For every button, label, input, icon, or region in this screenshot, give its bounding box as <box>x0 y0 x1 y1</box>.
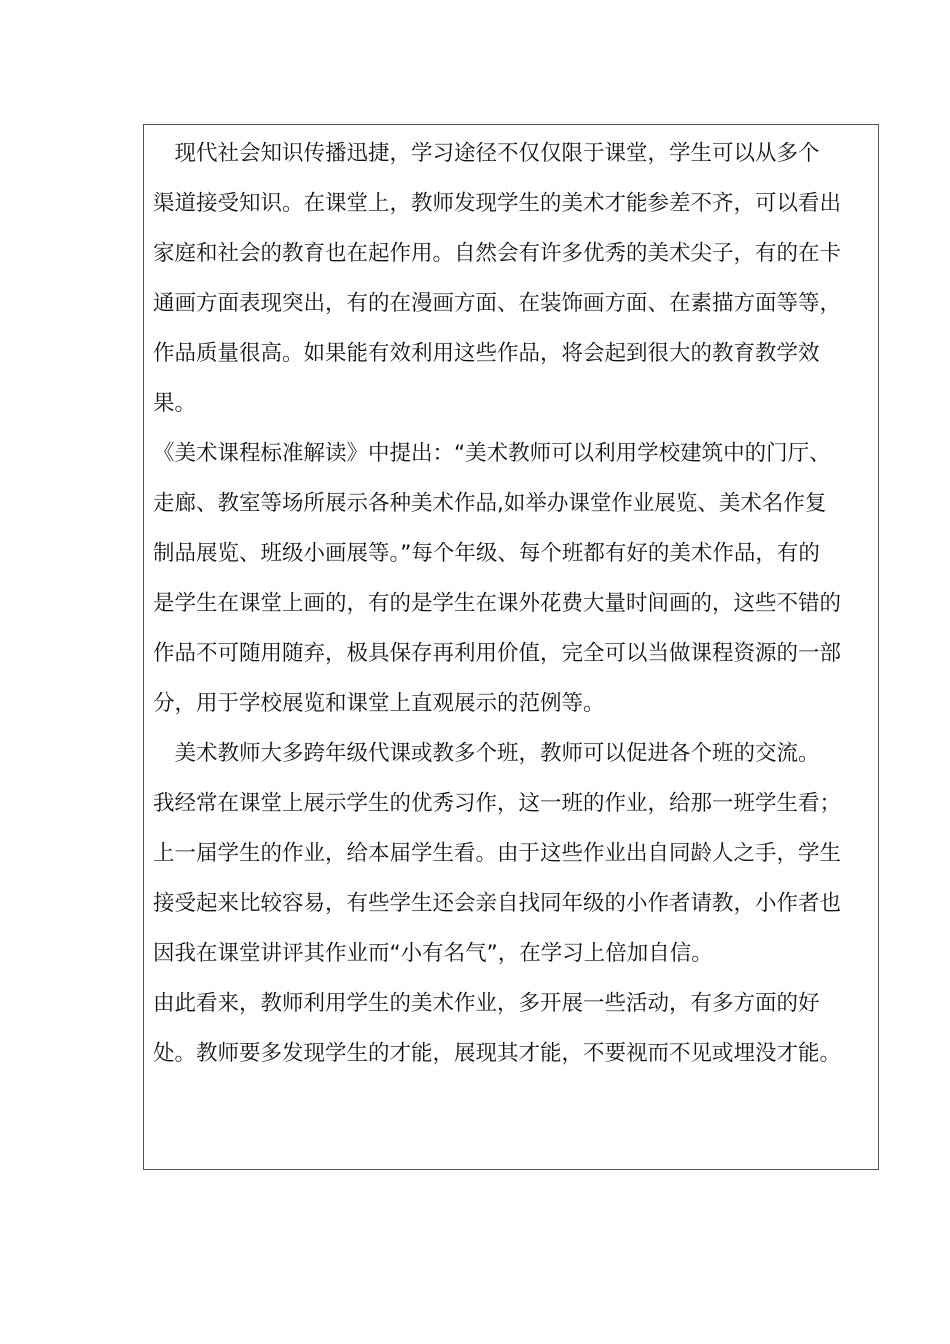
text-line: 现代社会知识传播迅捷，学习途径不仅仅限于课堂，学生可以从多个 <box>153 141 820 166</box>
text-line: 由此看来，教师利用学生的美术作业，多开展一些活动，有多方面的好 <box>153 991 820 1016</box>
text-line: 走廊、教室等场所展示各种美术作品,如举办课堂作业展览、美术名作复 <box>153 491 827 516</box>
text-line: 上一届学生的作业，给本届学生看。由于这些作业出自同龄人之手，学生 <box>153 841 842 866</box>
text-line: 作品质量很高。如果能有效利用这些作品，将会起到很大的教育教学效 <box>153 341 820 366</box>
text-line: 分，用于学校展览和课堂上直观展示的范例等。 <box>153 691 605 716</box>
text-line: 通画方面表现突出，有的在漫画方面、在装饰画方面、在素描方面等等， <box>153 291 842 316</box>
text-line: 因我在课堂讲评其作业而“小有名气”，在学习上倍加自信。 <box>153 941 713 966</box>
text-line: 处。教师要多发现学生的才能，展现其才能，不要视而不见或埋没才能。 <box>153 1041 842 1066</box>
text-line: 果。 <box>153 391 197 416</box>
text-line: 美术教师大多跨年级代课或教多个班，教师可以促进各个班的交流。 <box>153 741 820 766</box>
text-line: 是学生在课堂上画的，有的是学生在课外花费大量时间画的，这些不错的 <box>153 591 842 616</box>
text-line: 我经常在课堂上展示学生的优秀习作，这一班的作业，给那一班学生看； <box>153 791 842 816</box>
text-line: 接受起来比较容易，有些学生还会亲自找同年级的小作者请教，小作者也 <box>153 891 842 916</box>
text-line: 《美术课程标准解读》中提出：“美术教师可以利用学校建筑中的门厅、 <box>153 441 831 466</box>
text-line: 制品展览、班级小画展等。”每个年级、每个班都有好的美术作品，有的 <box>153 541 820 566</box>
text-line: 作品不可随用随弃，极具保存再利用价值，完全可以当做课程资源的一部 <box>153 641 842 666</box>
text-frame <box>143 124 879 1170</box>
text-line: 渠道接受知识。在课堂上，教师发现学生的美术才能参差不齐，可以看出 <box>153 191 842 216</box>
text-line: 家庭和社会的教育也在起作用。自然会有许多优秀的美术尖子，有的在卡 <box>153 241 842 266</box>
